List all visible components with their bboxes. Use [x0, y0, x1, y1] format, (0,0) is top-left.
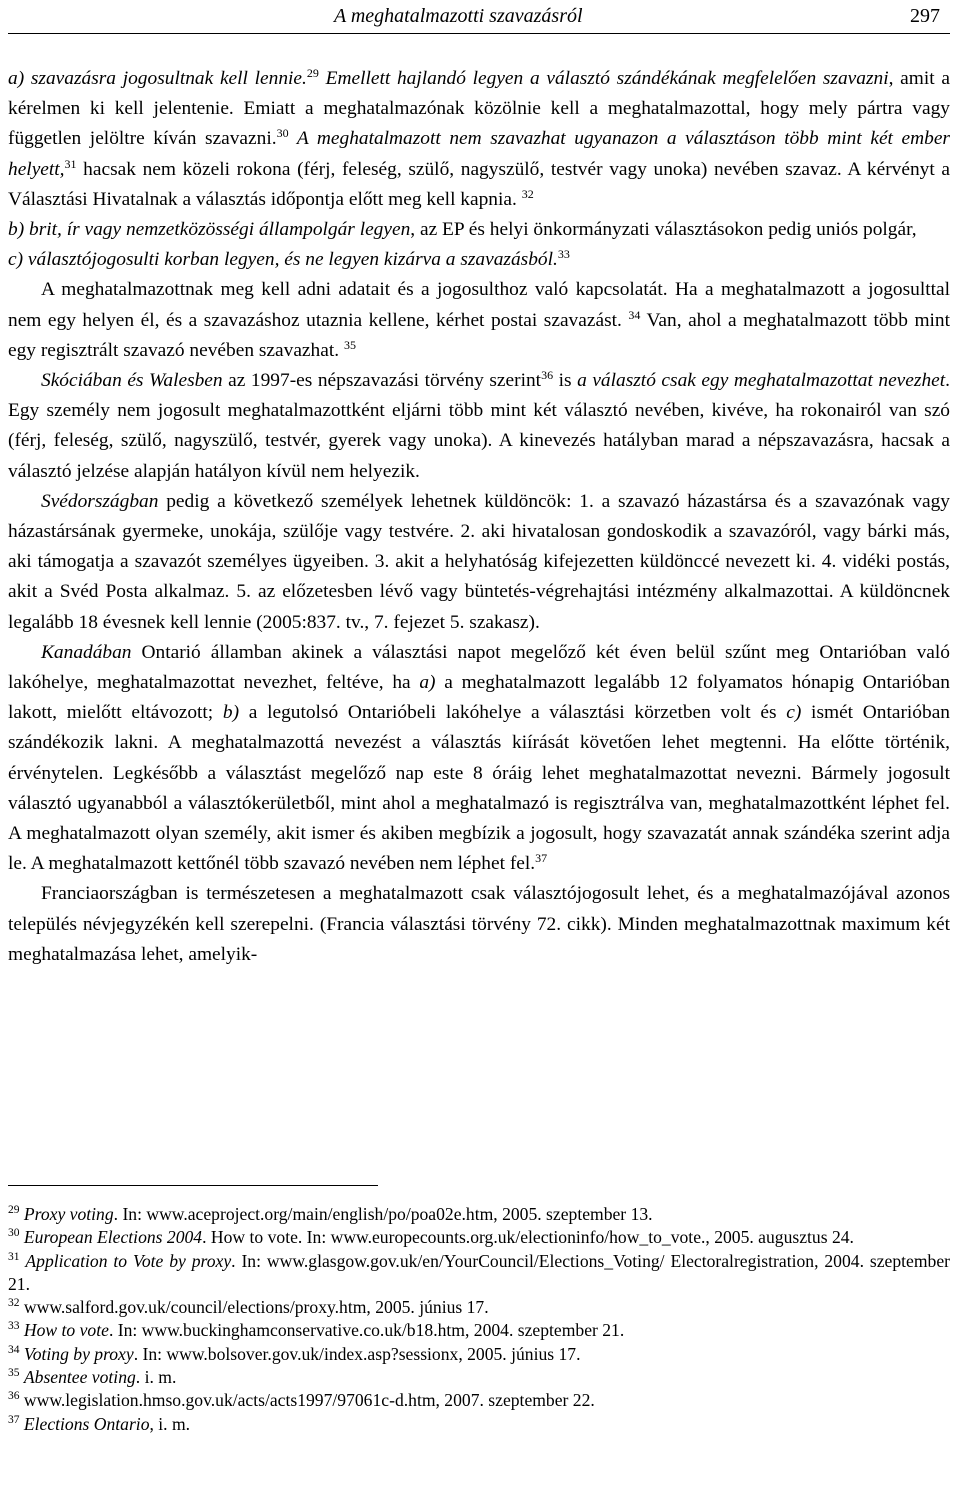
italic-text: Kanadában [41, 641, 132, 663]
footnote-separator [8, 1185, 378, 1186]
text-run: Van, ahol a meghatalmazott több mint egy regisztrált szavazó nevében szavazhat. [8, 309, 950, 361]
footnote-ref: 33 [557, 247, 570, 262]
text-run: A meghatalmazottnak meg kell adni adatait és a jogosulthoz való kapcsolatát. Ha a meghatalmazott a jogosulttal nem egy helyen él, és a szavazáshoz utaznia kellene, kérhet postai szavazást. [8, 279, 950, 331]
text-run: . In: www.bolsover.gov.uk/index.asp?sessionx, 2005. június 17. [133, 1343, 581, 1364]
footnote-ref: 29 [306, 66, 319, 80]
footnote [8, 1203, 950, 1226]
footnote-number: 31 [8, 1250, 20, 1263]
footnote [8, 1226, 950, 1249]
italic-text: A meghatalmazott nem szavazhat ugyanazon a választáson több mint két ember helyett, [8, 128, 950, 180]
paragraph [8, 366, 950, 487]
footnote-number: 32 [8, 1297, 20, 1310]
text-run: , az EP és helyi önkormányzati választásokon pedig uniós polgár, [410, 219, 917, 241]
italic-text: Skóciában és Walesben [41, 370, 223, 392]
footnote-ref: 34 [628, 307, 641, 322]
text-run: hacsak nem közeli rokona (férj, feleség, szülő, nagyszülő, testvér vagy unoka) nevében szavaz. A kérvényt a Választási Hivatalnak a választás időpontja előtt meg kell kapnia. [8, 158, 950, 210]
footnote [8, 1319, 950, 1342]
footnote-ref: 37 [535, 851, 548, 866]
text-run: a legutolsó Ontarióbeli lakóhelye a választási körzetben volt és [239, 702, 787, 724]
footnote-ref: 32 [521, 186, 534, 201]
footnote [8, 1413, 950, 1436]
footnote [8, 1296, 950, 1319]
italic-text: Elections Ontario [23, 1413, 150, 1434]
text-run: pedig a következő személyek lehetnek küldöncök: 1. a szavazó házastársa és a szavazónak vagy házastársának gyermeke, unokája, szülője vagy testvére. 2. aki hivatalosan gondoskodik a szavazóról, vagy bárki más, aki támogatja a szavazót személyes ügyeiben. 3. akit a helyhatóság kifejezetten küldönccé nevezett ki. 4. vidéki postás, akit a Svéd Posta alkalmaz. 5. az előzetesben lévő vagy büntetés-végrehajtási intézmény alkalmazottai. A küldöncnek legalább 18 évesnek kell lennie (2005:837. tv., 7. fejezet 5. szakasz). [8, 490, 950, 633]
italic-text: Proxy voting [23, 1204, 114, 1224]
text-run: . In: www.aceproject.org/main/english/po/poa02e.htm, 2005. szeptember 13. [113, 1204, 653, 1224]
footnote [8, 1389, 950, 1412]
text-run: . Egy személy nem jogosult meghatalmazottként eljárni több mint két választó nevében, kivéve, ha rokonairól van szó (férj, feleség, szülő, nagyszülő, testvér, gyerek vagy unoka). A kinevezés hatályban marad a népszavazásra, hacsak a választó jelzése alapján hatályon kívül nem helyezik. [8, 370, 950, 482]
text-run: . How to vote. In: www.europecounts.org.uk/electioninfo/how_to_vote., 2005. augusztus 24. [202, 1227, 854, 1248]
italic-text: b) brit, ír vagy nemzetközösségi állampolgár legyen [8, 219, 411, 241]
text-run: az 1997-es népszavazási törvény szerint [222, 370, 542, 392]
footnote-number: 35 [8, 1367, 20, 1380]
main-text [8, 64, 950, 970]
italic-text: c) [786, 702, 802, 724]
italic-text: Emellett hajlandó legyen a választó szándékának megfelelően szavazni [318, 68, 889, 89]
footnote-ref: 30 [276, 126, 289, 141]
footnote [8, 1343, 950, 1366]
italic-text: Svédországban [41, 490, 159, 512]
paragraph [8, 215, 950, 245]
footnote-ref: 36 [541, 368, 554, 383]
italic-text: a választó csak egy meghatalmazottat nevezhet [577, 370, 946, 392]
footnote-number: 29 [8, 1204, 20, 1216]
paragraph [8, 275, 950, 366]
text-run: , amit a kérelmen ki kell jelentenie. Emiatt a meghatalmazónak közölnie kell a meghatalmazottal, hogy mely pártra vagy független jelöltre kíván szavazni. [8, 68, 950, 150]
text-run: a meghatalmazott legalább 12 folyamatos hónapig Ontarióban lakott, mielőtt eltávozott; [8, 672, 950, 724]
footnotes [8, 1203, 950, 1436]
text-run: . In: www.buckinghamconservative.co.uk/b18.htm, 2004. szeptember 21. [108, 1320, 625, 1341]
paragraph [8, 245, 950, 275]
footnote-number: 34 [8, 1343, 20, 1356]
italic-text: European Elections 2004 [23, 1227, 203, 1248]
italic-text: How to vote [23, 1320, 109, 1341]
footnote [8, 1366, 950, 1389]
text-run: www.salford.gov.uk/council/elections/proxy.htm, 2005. június 17. [23, 1297, 489, 1318]
footnote-ref: 35 [343, 337, 356, 352]
text-run: Franciaországban is természetesen a meghatalmazott csak választójogosult lehet, és a meghatalmazójával azonos település névjegyzékén kell szerepelni. (Francia választási törvény 72. cikk). Minden meghatalmazottnak maximum két meghatalmazása lehet, amelyik- [8, 883, 950, 965]
text-run: is [553, 370, 578, 392]
italic-text: a) szavazásra jogosultnak kell lennie. [8, 68, 307, 89]
italic-text: b) [222, 702, 240, 724]
paragraph [8, 879, 950, 970]
footnote-number: 33 [8, 1320, 20, 1333]
paragraph [8, 64, 950, 215]
paragraph [8, 638, 950, 880]
footnote [8, 1250, 950, 1297]
text-run: Ontarió államban akinek a választási napot megelőző két éven belül szűnt meg Ontarióban való lakóhelye, meghatalmazottat nevezhet, feltéve, ha [8, 641, 950, 694]
text-run: . In: www.glasgow.gov.uk/en/YourCouncil/Elections_Voting/ Electoralregistration, 2004. szeptember 21. [8, 1250, 950, 1294]
text-run: , i. m. [149, 1413, 191, 1434]
italic-text: c) választójogosulti korban legyen, és ne legyen kizárva a szavazásból. [8, 249, 558, 271]
italic-text: a) [419, 672, 436, 694]
page-number: 297 [910, 5, 940, 27]
text-run: ismét Ontarióban szándékozik lakni. A meghatalmazottá nevezést a választás kiírását követően lehet megtenni. Ha előtte történik, érvénytelen. Legkésőbb a választást megelőző nap este 8 óráig lehet meghatalmazottat nevezni. Bármely jogosult választó ugyanabból a választókerületből, mint ahol a meghatalmazó is regisztrálva van, meghatalmazottként léphet fel. A meghatalmazott olyan személy, akit ismer és akiben megbízik a jogosult, hogy szavazatát annak szándéka szerint adja le. A meghatalmazott kettőnél több szavazó nevében nem léphet fel. [8, 702, 950, 875]
footnote-number: 30 [8, 1227, 20, 1240]
footnote-number: 36 [8, 1390, 20, 1403]
text-run: www.legislation.hmso.gov.uk/acts/acts1997/97061c-d.htm, 2007. szeptember 22. [23, 1390, 595, 1411]
running-header [8, 2, 952, 32]
header-rule [8, 33, 950, 34]
running-title: A meghatalmazotti szavazásról [334, 5, 583, 27]
italic-text: Voting by proxy [23, 1343, 134, 1364]
italic-text: Absentee voting [23, 1367, 136, 1388]
italic-text: Application to Vote by proxy [25, 1250, 232, 1271]
text-run: . i. m. [135, 1367, 177, 1388]
footnote-ref: 31 [64, 156, 77, 171]
footnote-number: 37 [8, 1413, 20, 1426]
paragraph [8, 487, 950, 638]
